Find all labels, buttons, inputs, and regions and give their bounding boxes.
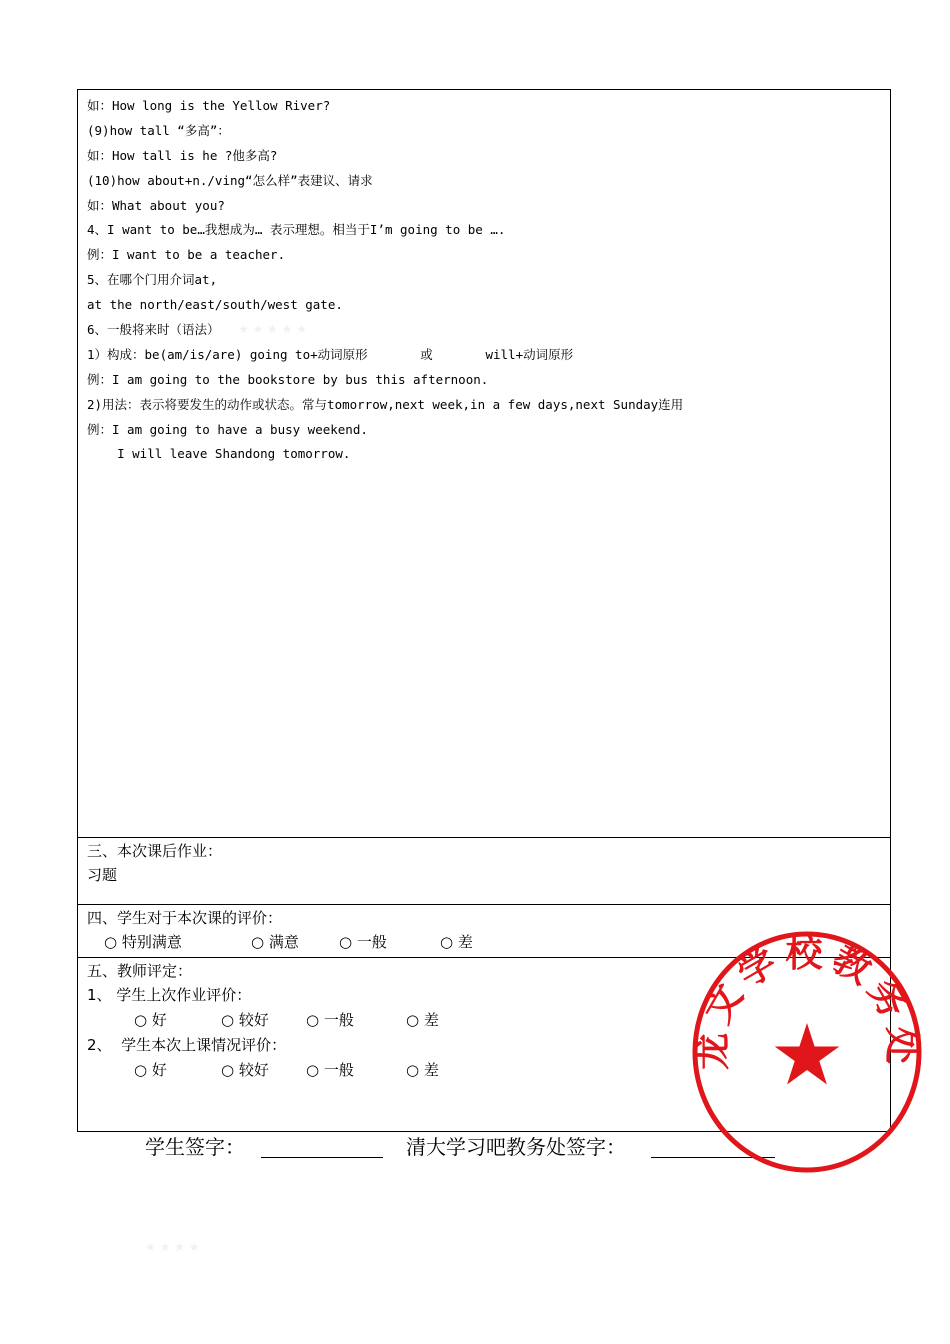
option-satisfied[interactable]: ○ 满意 (251, 933, 299, 951)
faint-mark: ★ ★ ★ ★ ★ (238, 322, 308, 336)
note-line: at the north/east/south/west gate. (87, 297, 343, 313)
option-average[interactable]: ○ 一般 (339, 933, 387, 951)
note-line: 6、一般将来时（语法） (87, 322, 220, 338)
q1-option-good[interactable]: ○ 好 (134, 1011, 167, 1029)
note-line: (9)how tall “多高”： (87, 122, 230, 138)
homework-eval-question: 1、 学生上次作业评价： (87, 986, 252, 1004)
q2-option-average[interactable]: ○ 一般 (306, 1061, 354, 1079)
teacher-eval-heading: 五、教师评定： (87, 962, 193, 980)
office-signature-label: 清大学习吧教务处签字： (406, 1135, 626, 1159)
star-icon (775, 1023, 840, 1085)
note-line: 例：I am going to have a busy weekend. (87, 421, 368, 437)
note-line: 4、I want to be…我想成为… 表示理想。相当于I’m going to be …. (87, 222, 506, 238)
note-line: I will leave Shandong tomorrow. (87, 446, 351, 462)
note-line: 2)用法：表示将要发生的动作或状态。常与tomorrow,next week,in a few days,next Sunday连用 (87, 396, 684, 412)
lesson-notes-section (78, 90, 890, 838)
q1-option-average[interactable]: ○ 一般 (306, 1011, 354, 1029)
note-line: 如：What about you? (87, 197, 225, 213)
q1-option-fairly-good[interactable]: ○ 较好 (221, 1011, 269, 1029)
note-line: 例：I want to be a teacher. (87, 247, 286, 263)
homework-content: 习题 (87, 866, 118, 884)
option-very-satisfied[interactable]: ○ 特别满意 (104, 933, 182, 951)
homework-heading: 三、本次课后作业： (87, 842, 223, 860)
student-eval-heading: 四、学生对于本次课的评价： (87, 909, 283, 927)
q1-option-poor[interactable]: ○ 差 (406, 1011, 439, 1029)
q2-option-fairly-good[interactable]: ○ 较好 (221, 1061, 269, 1079)
student-signature-line[interactable] (261, 1157, 383, 1158)
note-line: (10)how about+n./ving“怎么样”表建议、请求 (87, 172, 373, 188)
official-seal (690, 930, 924, 1174)
note-line: 如：How tall is he ?他多高? (87, 147, 278, 163)
seal-text: 龙文学校教务处 (690, 931, 924, 1071)
q2-option-good[interactable]: ○ 好 (134, 1061, 167, 1079)
note-line: 例：I am going to the bookstore by bus this afternoon. (87, 371, 489, 387)
homework-section (78, 838, 890, 905)
faint-mark: ★ ★ ★ ★ (145, 1240, 200, 1254)
note-line: 1）构成：be(am/is/are) going to+动词原形 或 will+动词原形 (87, 346, 574, 362)
note-line: 如：How long is the Yellow River? (87, 98, 331, 113)
note-line: 5、在哪个门用介词at, (87, 272, 218, 288)
option-poor[interactable]: ○ 差 (440, 933, 473, 951)
class-eval-question: 2、 学生本次上课情况评价： (87, 1036, 287, 1054)
lesson-notes (87, 94, 683, 467)
q2-option-poor[interactable]: ○ 差 (406, 1061, 439, 1079)
student-signature-label: 学生签字： (145, 1135, 245, 1159)
